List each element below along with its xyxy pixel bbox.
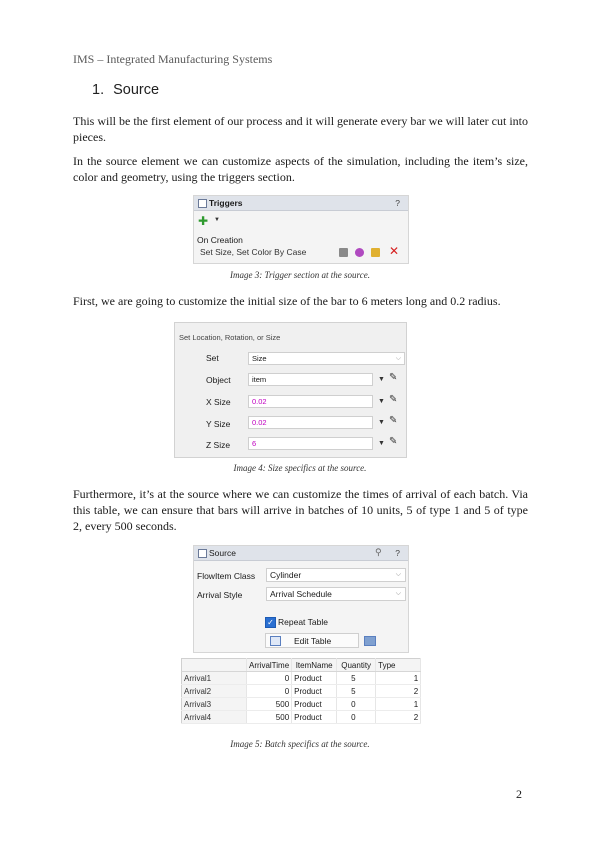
paragraph-triggers: In the source element we can customize aspects of the simulation, including the item’s size, color and geometry, using the triggers section. [73, 154, 528, 184]
help-icon[interactable]: ? [395, 198, 400, 208]
trigger-item[interactable]: Set Size, Set Color By Case [200, 247, 307, 257]
cell-arrivaltime[interactable]: 0 [247, 672, 292, 685]
collapse-checkbox[interactable] [198, 549, 207, 558]
table-icon [270, 636, 281, 646]
cell-arrivaltime[interactable]: 500 [247, 698, 292, 711]
collapse-checkbox[interactable] [198, 199, 207, 208]
cell-quantity[interactable]: 5 [337, 672, 376, 685]
row-header[interactable]: Arrival1 [182, 672, 247, 685]
repeat-table-checkbox[interactable]: ✓ [265, 617, 276, 628]
chevron-down-icon: ⌵ [395, 571, 401, 578]
object-field[interactable] [248, 373, 373, 386]
section-title: Source [113, 82, 160, 98]
arrival-style-label: Arrival Style [197, 590, 243, 600]
x-size-picker-icon[interactable]: ✎ [389, 394, 398, 405]
object-label: Object [206, 375, 231, 385]
set-value: Size [252, 354, 267, 363]
table-row [182, 698, 421, 711]
pin-icon[interactable]: ⚲ [375, 547, 382, 557]
x-size-value: 0.02 [252, 397, 267, 406]
source-title: Source [209, 548, 236, 558]
cell-type[interactable]: 2 [376, 711, 421, 724]
cell-itemname[interactable]: Product [292, 711, 337, 724]
table-row [182, 685, 421, 698]
row-header[interactable]: Arrival3 [182, 698, 247, 711]
cell-type[interactable]: 1 [376, 672, 421, 685]
cell-arrivaltime[interactable]: 500 [247, 711, 292, 724]
delete-icon[interactable]: ✕ [389, 244, 400, 258]
set-select[interactable] [248, 352, 405, 365]
row-header[interactable]: Arrival2 [182, 685, 247, 698]
repeat-table-label: Repeat Table [278, 617, 328, 627]
y-size-value: 0.02 [252, 418, 267, 427]
caption-image-4: Image 4: Size specifics at the source. [233, 463, 367, 473]
column-header-type[interactable]: Type [376, 659, 421, 672]
on-creation-label: On Creation [197, 235, 243, 245]
cell-quantity[interactable]: 0 [337, 698, 376, 711]
set-label: Set [206, 353, 219, 363]
cell-type[interactable]: 2 [376, 685, 421, 698]
paragraph-size: First, we are going to customize the initial size of the bar to 6 meters long and 0.2 radius. [73, 294, 501, 308]
flowitem-class-label: FlowItem Class [197, 571, 256, 581]
arrival-style-select[interactable] [266, 587, 406, 601]
y-size-label: Y Size [206, 419, 231, 429]
cell-quantity[interactable]: 0 [337, 711, 376, 724]
object-value: item [252, 375, 267, 384]
cell-type[interactable]: 1 [376, 698, 421, 711]
z-size-value: 6 [252, 439, 257, 448]
y-size-picker-icon[interactable]: ✎ [389, 415, 398, 426]
x-size-field[interactable] [248, 395, 373, 408]
properties-icon[interactable] [339, 248, 348, 257]
page-number: 2 [516, 787, 522, 801]
arrival-schedule-table [181, 658, 421, 724]
source-panel [193, 545, 409, 653]
column-header-arrivaltime[interactable]: ArrivalTime [247, 659, 292, 672]
running-header: IMS – Integrated Manufacturing Systems [73, 52, 273, 66]
y-size-dropdown-icon[interactable]: ▼ [378, 419, 385, 426]
cell-itemname[interactable]: Product [292, 672, 337, 685]
export-icon[interactable] [364, 636, 376, 646]
y-size-field[interactable] [248, 416, 373, 429]
table-header-row [182, 659, 421, 672]
arrival-style-value: Arrival Schedule [270, 589, 332, 599]
paragraph-batches: Furthermore, it’s at the source where we can customize the times of arrival of each batch. Via this table, we can ensure that bars will arrive in batches of 10 units, 5 of type 1 and 5 of type 2, every 500 seconds. [73, 487, 528, 533]
corner-header [182, 659, 247, 672]
edit-table-label: Edit Table [294, 636, 332, 646]
flowitem-class-value: Cylinder [270, 570, 302, 580]
edit-icon[interactable] [355, 248, 364, 257]
code-icon[interactable] [371, 248, 380, 257]
z-size-picker-icon[interactable]: ✎ [389, 436, 398, 447]
caption-image-5: Image 5: Batch specifics at the source. [230, 739, 370, 749]
caption-image-3: Image 3: Trigger section at the source. [230, 270, 370, 280]
table-row [182, 711, 421, 724]
x-size-dropdown-icon[interactable]: ▼ [378, 398, 385, 405]
object-dropdown-icon[interactable]: ▼ [378, 376, 385, 383]
help-icon[interactable]: ? [395, 548, 400, 558]
cell-quantity[interactable]: 5 [337, 685, 376, 698]
cell-itemname[interactable]: Product [292, 685, 337, 698]
chevron-down-icon: ⌵ [395, 590, 401, 597]
source-header-bar[interactable] [194, 546, 408, 561]
edit-table-button[interactable] [265, 633, 359, 648]
row-header[interactable]: Arrival4 [182, 711, 247, 724]
x-size-label: X Size [206, 397, 231, 407]
set-location-panel [174, 322, 407, 458]
triggers-title: Triggers [209, 198, 243, 208]
paragraph-intro: This will be the first element of our process and it will generate every bar we will later cut into pieces. [73, 114, 528, 144]
add-trigger-icon[interactable]: ✚ [198, 214, 209, 228]
column-header-quantity[interactable]: Quantity [337, 659, 376, 672]
z-size-field[interactable] [248, 437, 373, 450]
object-picker-icon[interactable]: ✎ [389, 372, 398, 383]
triggers-header-bar[interactable] [194, 196, 408, 211]
z-size-dropdown-icon[interactable]: ▼ [378, 440, 385, 447]
section-heading [92, 82, 159, 98]
cell-itemname[interactable]: Product [292, 698, 337, 711]
column-header-itemname[interactable]: ItemName [292, 659, 337, 672]
z-size-label: Z Size [206, 440, 231, 450]
flowitem-class-select[interactable] [266, 568, 406, 582]
table-row [182, 672, 421, 685]
section-number: 1. [92, 82, 105, 98]
chevron-down-icon[interactable]: ▼ [214, 217, 220, 223]
triggers-panel [193, 195, 409, 264]
chevron-down-icon: ⌵ [395, 355, 401, 362]
cell-arrivaltime[interactable]: 0 [247, 685, 292, 698]
set-location-header: Set Location, Rotation, or Size [179, 333, 281, 342]
